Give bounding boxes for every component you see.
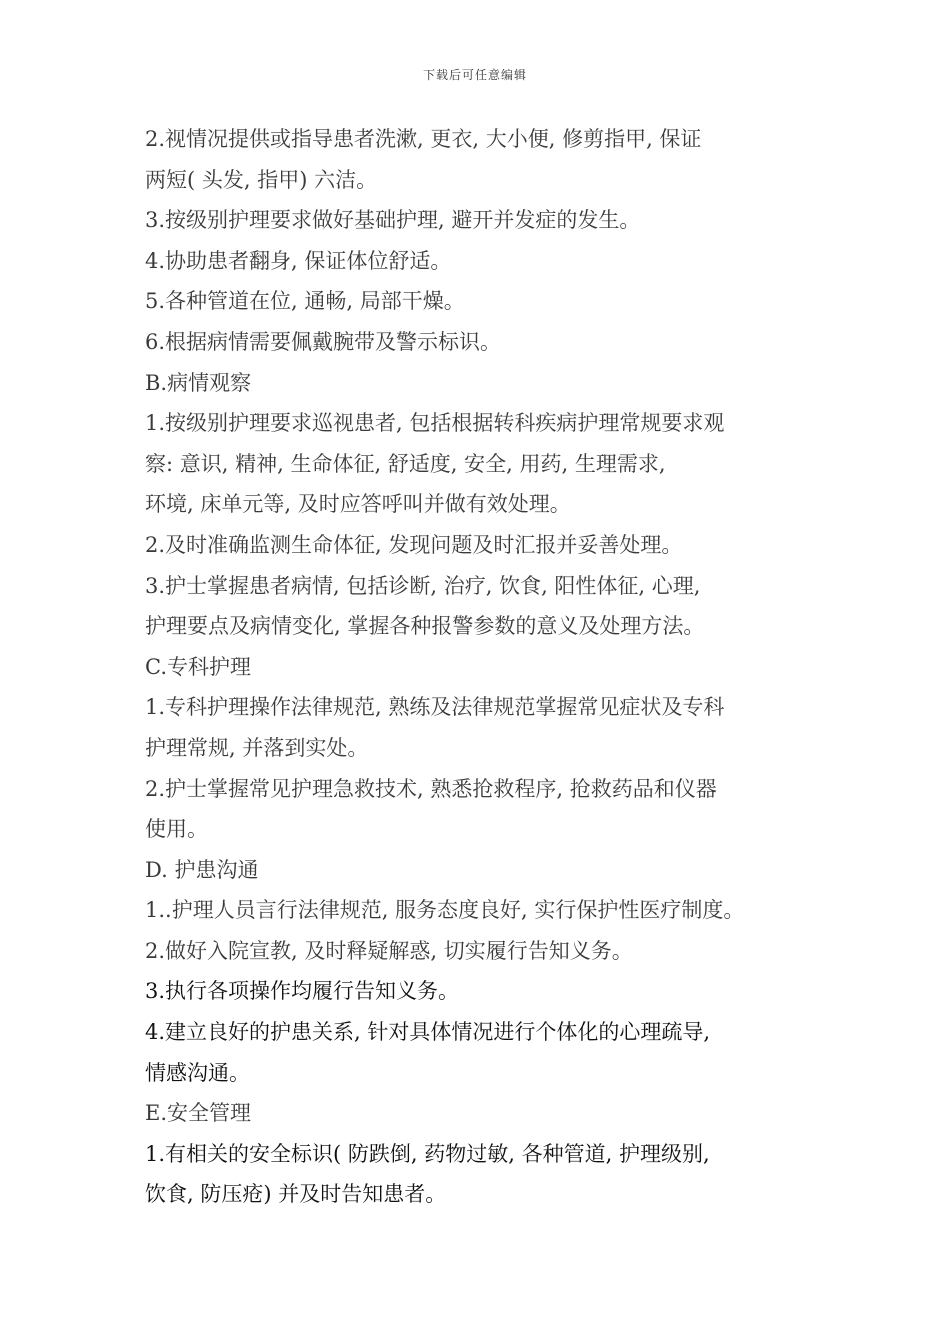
- body-line: 1.按级别护理要求巡视患者, 包括根据转科疾病护理常规要求观: [145, 411, 725, 436]
- body-line: 2.护士掌握常见护理急救技术, 熟悉抢救程序, 抢救药品和仪器: [145, 776, 717, 801]
- body-line: 1..护理人员言行法律规范, 服务态度良好, 实行保护性医疗制度。: [145, 898, 745, 923]
- body-line: 环境, 床单元等, 及时应答呼叫并做有效处理。: [145, 492, 571, 517]
- body-line: 2.及时准确监测生命体征, 发现问题及时汇报并妥善处理。: [145, 532, 683, 557]
- body-line: 使用。: [145, 817, 208, 842]
- body-line: 4.协助患者翻身, 保证体位舒适。: [145, 248, 452, 273]
- body-line: 1.有相关的安全标识( 防跌倒, 药物过敏, 各种管道, 护理级别,: [145, 1141, 710, 1166]
- body-line: 1.专科护理操作法律规范, 熟练及法律规范掌握常见症状及专科: [145, 695, 725, 720]
- body-line: 护理要点及病情变化, 掌握各种报警参数的意义及处理方法。: [145, 614, 705, 639]
- document-body: [145, 119, 825, 1215]
- body-line: 两短( 头发, 指甲) 六洁。: [145, 167, 378, 192]
- body-line: 3.按级别护理要求做好基础护理, 避开并发症的发生。: [145, 208, 641, 233]
- body-line: 3.执行各项操作均履行告知义务。: [145, 979, 460, 1004]
- body-line: 护理常规, 并落到实处。: [145, 735, 369, 760]
- body-line: 饮食, 防压疮) 并及时告知患者。: [145, 1182, 447, 1207]
- body-line: 5.各种管道在位, 通畅, 局部干燥。: [145, 289, 465, 314]
- section-heading-c: C.专科护理: [145, 654, 251, 679]
- body-line: 4.建立良好的护患关系, 针对具体情况进行个体化的心理疏导,: [145, 1020, 711, 1045]
- section-heading-e: E.安全管理: [145, 1101, 252, 1126]
- body-line: 情感沟通。: [145, 1060, 250, 1085]
- body-line: 6.根据病情需要佩戴腕带及警示标识。: [145, 329, 502, 354]
- section-heading-b: B.病情观察: [145, 370, 252, 395]
- page-header-note: 下载后可任意编辑: [422, 68, 527, 82]
- body-line: 3.护士掌握患者病情, 包括诊断, 治疗, 饮食, 阳性体征, 心理,: [145, 573, 701, 598]
- body-line: 2.做好入院宣教, 及时释疑解惑, 切实履行告知义务。: [145, 938, 633, 963]
- body-line: 察: 意识, 精神, 生命体征, 舒适度, 安全, 用药, 生理需求,: [145, 451, 666, 476]
- section-heading-d: D. 护患沟通: [145, 857, 259, 882]
- body-line: 2.视情况提供或指导患者洗漱, 更衣, 大小便, 修剪指甲, 保证: [145, 127, 702, 151]
